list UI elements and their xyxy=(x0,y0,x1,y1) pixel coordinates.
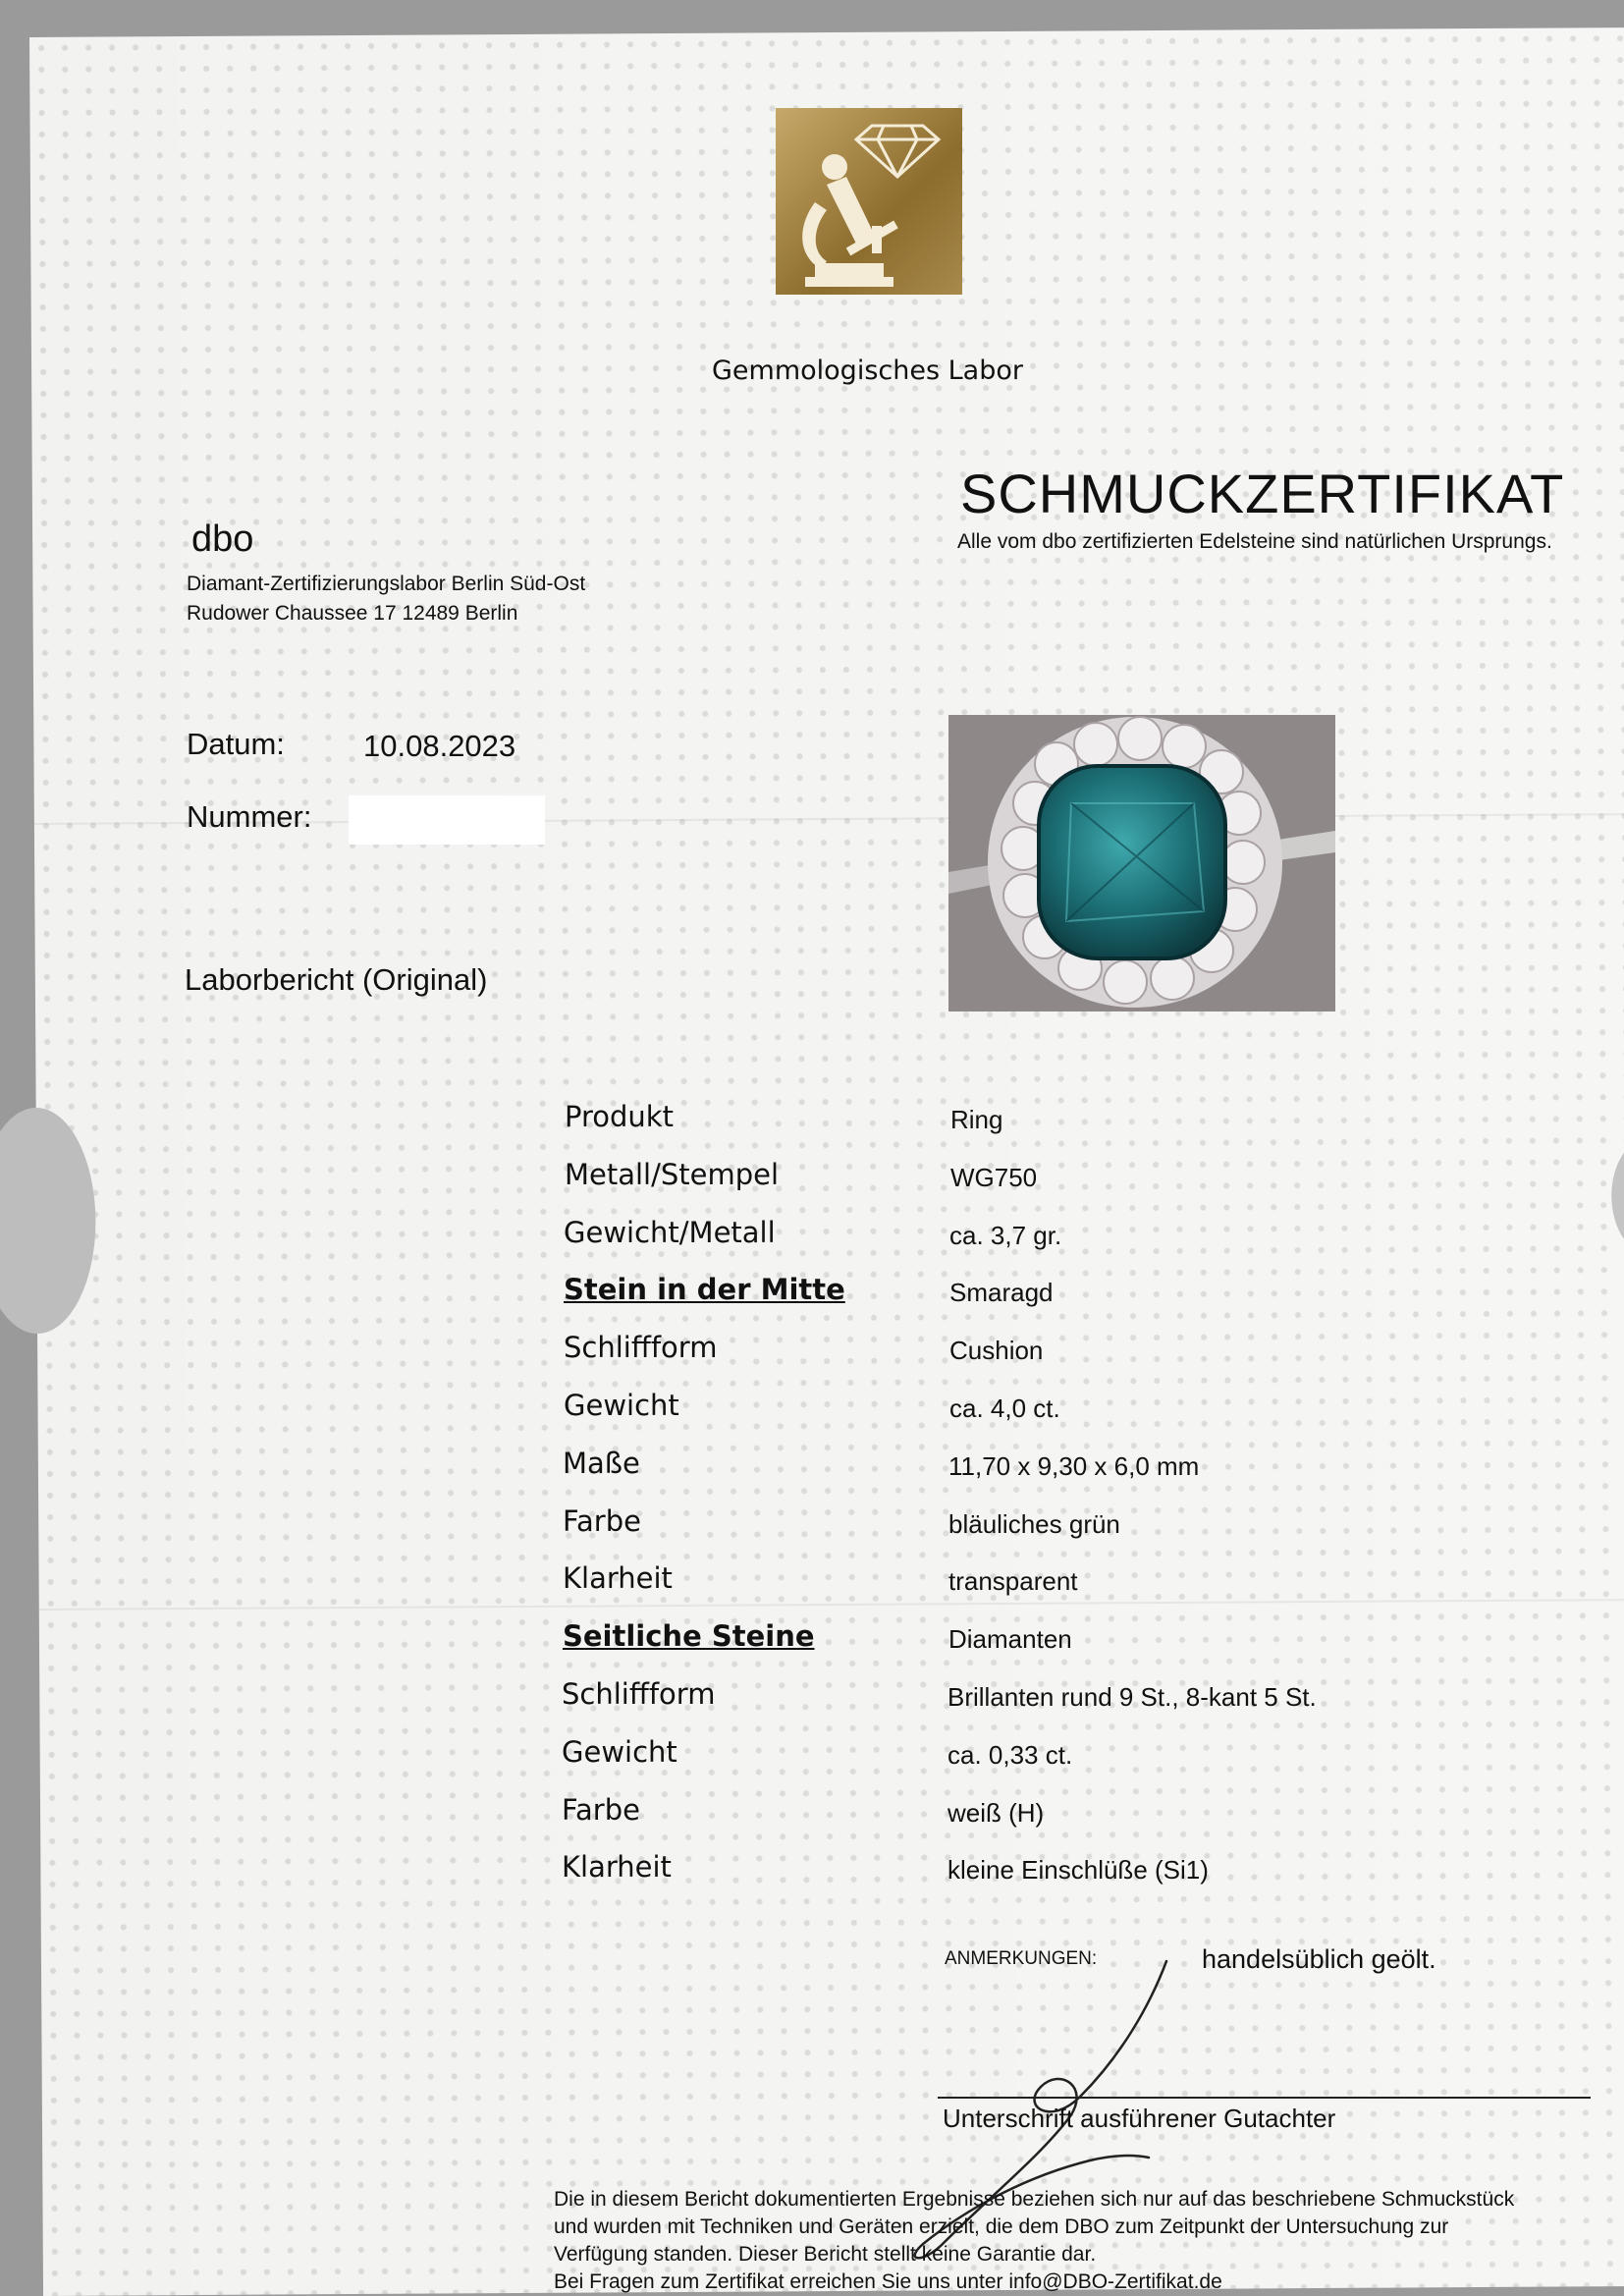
certificate-title: SCHMUCKZERTIFIKAT xyxy=(960,463,1565,524)
paper-fold xyxy=(39,1599,1624,1611)
row-value: transparent xyxy=(948,1566,1078,1596)
ring-photo xyxy=(948,715,1335,1011)
row-label: Seitliche Steine xyxy=(563,1619,815,1653)
signature-caption: Unterschrift ausführener Gutachter xyxy=(943,2104,1336,2133)
report-type: Laborbericht (Original) xyxy=(185,962,488,997)
row-value: 11,70 x 9,30 x 6,0 mm xyxy=(948,1451,1200,1481)
row-value: kleine Einschlüße (Si1) xyxy=(947,1855,1209,1885)
row-value: bläuliches grün xyxy=(948,1509,1120,1539)
row-value: Smaragd xyxy=(949,1278,1054,1307)
row-value: weiß (H) xyxy=(947,1798,1045,1828)
row-label: Gewicht xyxy=(562,1735,677,1769)
row-label: Farbe xyxy=(563,1504,641,1538)
date-label: Datum: xyxy=(187,727,285,761)
number-label: Nummer: xyxy=(187,799,312,834)
row-value: ca. 3,7 gr. xyxy=(949,1221,1062,1250)
row-value: Diamanten xyxy=(948,1624,1072,1654)
row-label: Klarheit xyxy=(562,1850,672,1884)
disclaimer-line: Bei Fragen zum Zertifikat erreichen Sie uns unter info@DBO-Zertifikat.de xyxy=(554,2270,1222,2293)
row-label: Schliffform xyxy=(564,1331,718,1364)
number-redacted xyxy=(349,795,545,845)
disclaimer-line: Verfügung standen. Dieser Bericht stellt keine Garantie dar. xyxy=(554,2243,1097,2266)
certificate-subtitle: Alle vom dbo zertifizierten Edelsteine sind natürlichen Ursprungs. xyxy=(957,530,1552,553)
lab-name: Gemmologisches Labor xyxy=(712,355,1023,386)
punch-notch-right xyxy=(1611,1137,1624,1255)
row-label: Farbe xyxy=(562,1793,640,1827)
row-value: Cushion xyxy=(949,1336,1044,1365)
disclaimer-line: Die in diesem Bericht dokumentierten Ergebnisse beziehen sich nur auf das beschriebene Schmuckstück xyxy=(554,2188,1515,2211)
row-label: Metall/Stempel xyxy=(565,1158,780,1191)
org-name: dbo xyxy=(191,519,254,560)
remarks-value: handelsüblich geölt. xyxy=(1202,1944,1436,1974)
lab-logo xyxy=(776,108,962,295)
row-value: Ring xyxy=(950,1105,1003,1134)
signature-line xyxy=(938,2097,1591,2099)
org-address-line1: Diamant-Zertifizierungslabor Berlin Süd-Ost xyxy=(187,573,586,595)
row-label: Klarheit xyxy=(563,1561,673,1595)
row-label: Gewicht/Metall xyxy=(564,1216,776,1249)
punch-notch-left xyxy=(0,1108,96,1335)
remarks-label: ANMERKUNGEN: xyxy=(945,1948,1098,1969)
row-label: Schliffform xyxy=(562,1677,716,1711)
row-label: Maße xyxy=(563,1447,640,1480)
disclaimer-line: und wurden mit Techniken und Geräten erzielt, die dem DBO zum Zeitpunkt der Untersuchung zur xyxy=(554,2215,1449,2238)
row-label: Gewicht xyxy=(564,1389,679,1422)
row-value: WG750 xyxy=(950,1163,1038,1192)
org-address-line2: Rudower Chaussee 17 12489 Berlin xyxy=(187,602,518,625)
row-value: Brillanten rund 9 St., 8-kant 5 St. xyxy=(947,1682,1317,1712)
row-value: ca. 4,0 ct. xyxy=(949,1394,1060,1423)
row-value: ca. 0,33 ct. xyxy=(947,1740,1073,1770)
row-label: Stein in der Mitte xyxy=(564,1273,845,1306)
date-value: 10.08.2023 xyxy=(363,729,516,763)
microscope-diamond-icon xyxy=(776,108,962,295)
row-label: Produkt xyxy=(565,1100,674,1133)
